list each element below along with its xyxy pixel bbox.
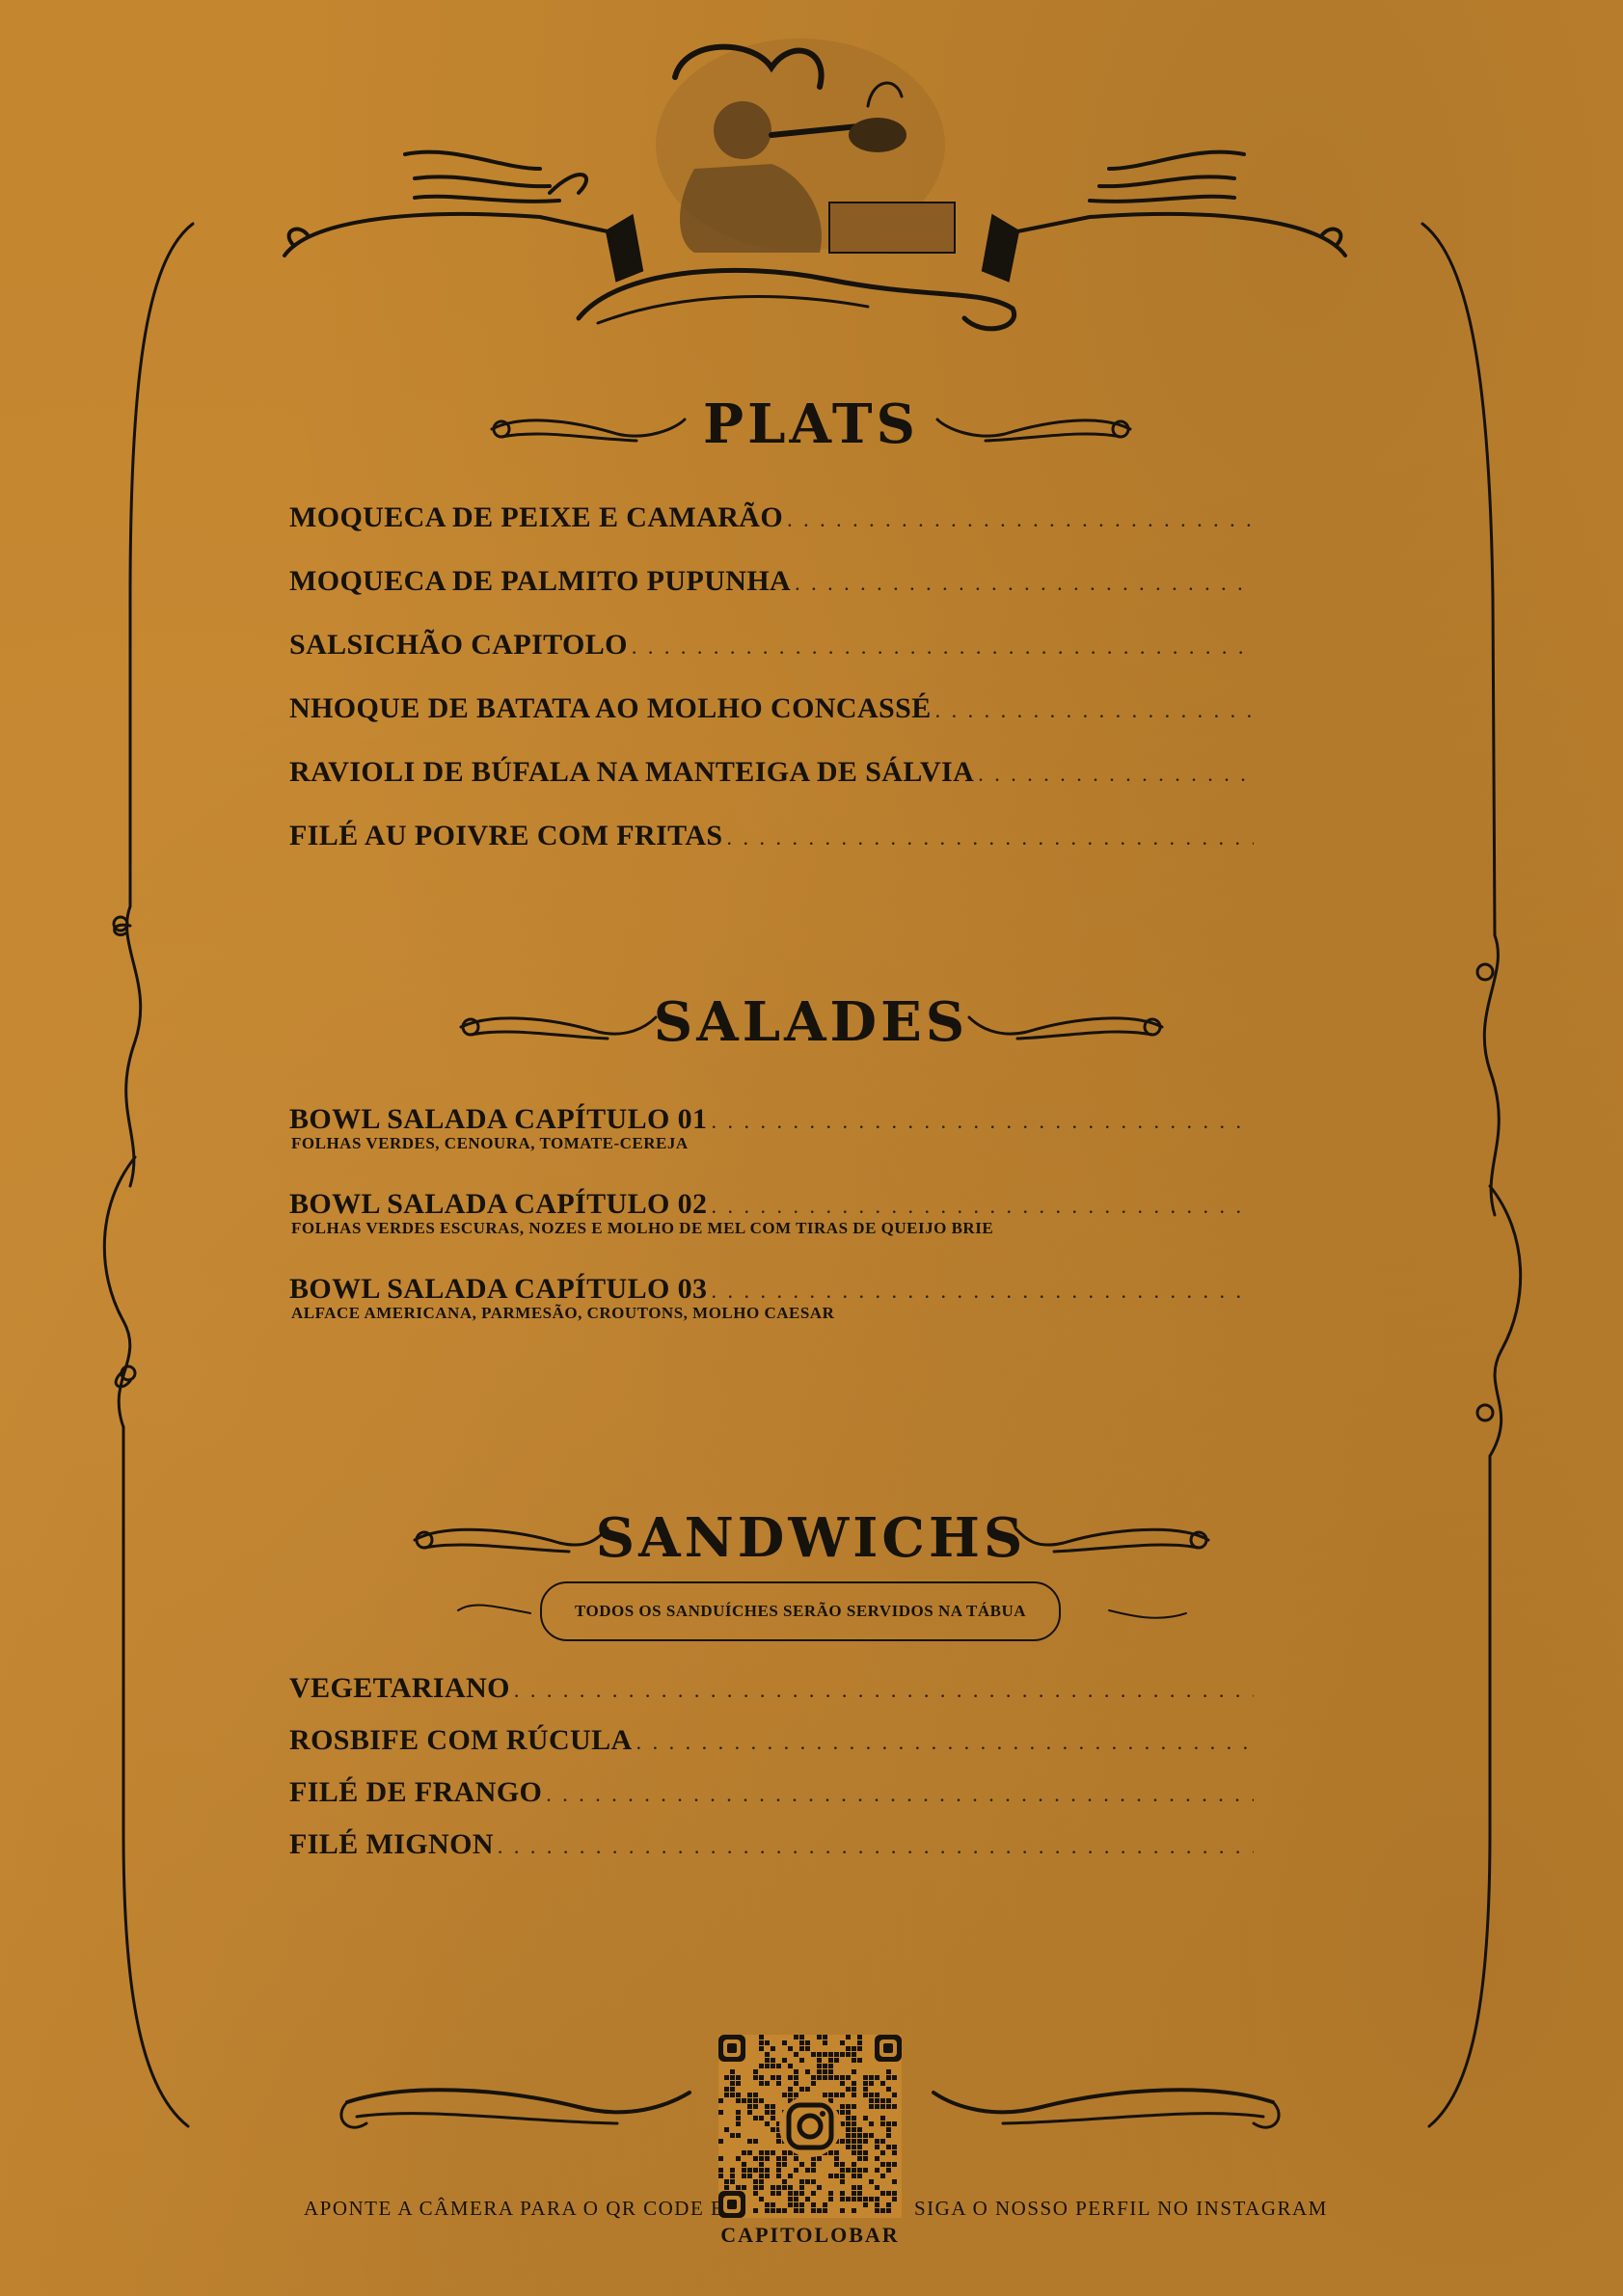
salades-title: SALADES [653,990,969,1054]
sandwichs-item-2 [289,1724,1254,1763]
plats-title: PLATS [703,392,919,456]
plats-item-2 [289,565,1254,604]
item-name: BOWL SALADA CAPÍTULO 02 [289,1188,708,1220]
item-name: FILÉ AU POIVRE COM FRITAS [289,820,723,851]
sandwichs-item-3 [289,1776,1254,1815]
item-name: MOQUECA DE PEIXE E CAMARÃO [289,501,784,533]
plats-item-1 [289,501,1254,540]
sandwichs-title: SANDWICHS [595,1506,1027,1570]
item-name: VEGETARIANO [289,1672,510,1704]
plats-item-4 [289,692,1254,731]
item-name: FILÉ MIGNON [289,1828,494,1860]
item-description: FOLHAS VERDES, CENOURA, TOMATE-CEREJA [291,1134,689,1152]
item-name: BOWL SALADA CAPÍTULO 01 [289,1103,708,1135]
item-description: ALFACE AMERICANA, PARMESÃO, CROUTONS, MOLHO CAESAR [291,1304,835,1322]
item-name: BOWL SALADA CAPÍTULO 03 [289,1273,708,1305]
sandwichs-item-4 [289,1828,1254,1867]
sandwichs-item-1 [289,1672,1254,1711]
item-name: NHOQUE DE BATATA AO MOLHO CONCASSÉ [289,692,932,724]
instagram-qr-code[interactable] [718,2035,902,2218]
chef-tasting-icon [656,39,955,253]
item-name: ROSBIFE COM RÚCULA [289,1724,633,1756]
plats-item-5 [289,756,1254,795]
footer-right-text: SIGA O NOSSO PERFIL NO INSTAGRAM [914,2197,1328,2220]
footer-left-text: APONTE A CÂMERA PARA O QR CODE E [304,2197,725,2220]
item-name: MOQUECA DE PALMITO PUPUNHA [289,565,792,597]
instagram-handle[interactable]: CAPITOLOBAR [720,2223,900,2247]
header-ornament [0,0,1623,347]
item-name: SALSICHÃO CAPITOLO [289,629,628,661]
sandwichs-note: TODOS OS SANDUÍCHES SERÃO SERVIDOS NA TÁBUA [540,1581,1061,1641]
item-name: RAVIOLI DE BÚFALA NA MANTEIGA DE SÁLVIA [289,756,975,788]
plats-item-6 [289,820,1254,858]
item-name: FILÉ DE FRANGO [289,1776,543,1808]
item-description: FOLHAS VERDES ESCURAS, NOZES E MOLHO DE MEL COM TIRAS DE QUEIJO BRIE [291,1219,994,1237]
plats-item-3 [289,629,1254,667]
